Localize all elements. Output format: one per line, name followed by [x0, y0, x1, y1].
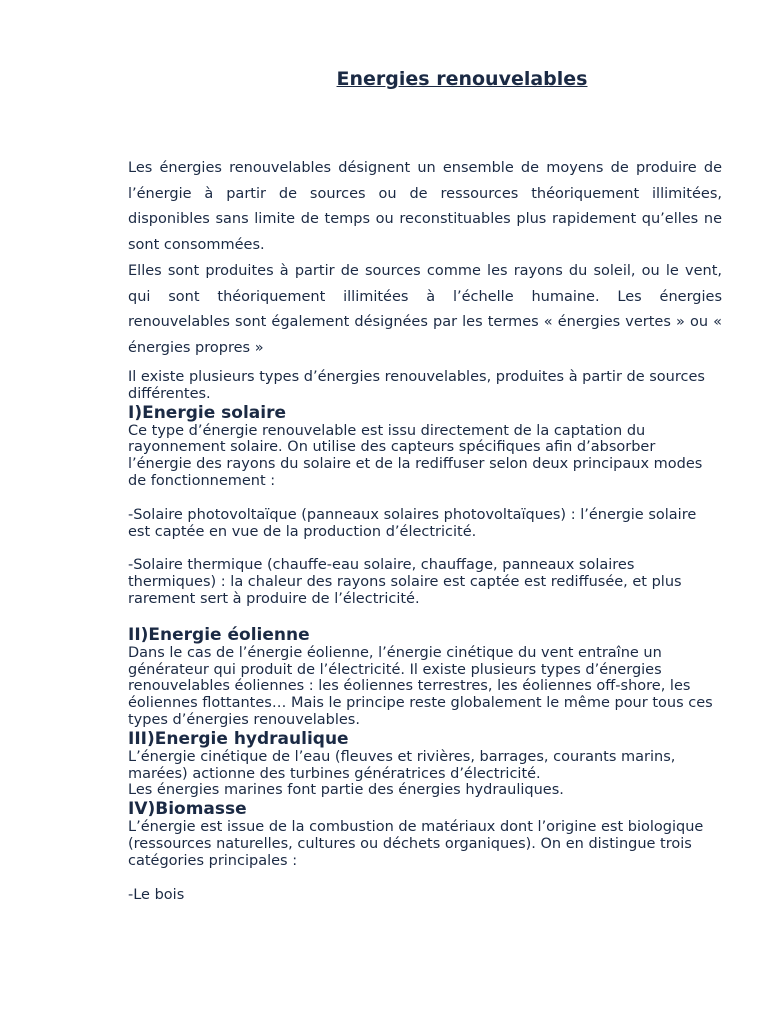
section-heading: III)Energie hydraulique	[128, 728, 349, 749]
section-paragraph: L’énergie est issue de la combustion de matériaux dont l’origine est biologique (ressources naturelles, cultures ou déchets organiques). On en distingue trois catégories principales :	[128, 819, 704, 869]
section-hydraulique	[128, 729, 722, 799]
section-paragraph: -Solaire photovoltaïque (panneaux solaires photovoltaïques) : l’énergie solaire est captée en vue de la production d’électricité.	[128, 506, 697, 540]
intro-paragraph-2: Elles sont produites à partir de sources comme les rayons du soleil, ou le vent, qui sont théoriquement illimitées à l’échelle humaine. Les énergies renouvelables sont également désignées par les termes « énergies vertes » ou « énergies propres »	[128, 262, 722, 356]
section-paragraph: L’énergie cinétique de l’eau (fleuves et rivières, barrages, courants marins, marées) actionne des turbines génératrices d’électricité.	[128, 748, 676, 782]
section-solaire	[128, 403, 722, 625]
section-heading: II)Energie éolienne	[128, 624, 310, 645]
intro-paragraph-3: Il existe plusieurs types d’énergies renouvelables, produites à partir de sources différentes.	[128, 368, 705, 402]
document-body	[128, 156, 722, 903]
section-paragraph: -Le bois	[128, 886, 185, 903]
section-paragraph: Ce type d’énergie renouvelable est issu directement de la captation du rayonnement solaire. On utilise des capteurs spécifiques afin d’absorber l’énergie des rayons du solaire et de la rediffuser selon deux principaux modes de fonctionnement :	[128, 422, 703, 490]
document-title: Energies renouvelables	[336, 68, 588, 90]
intro	[128, 156, 722, 403]
section-paragraph: Les énergies marines font partie des énergies hydrauliques.	[128, 782, 564, 799]
intro-paragraph-1: Les énergies renouvelables désignent un ensemble de moyens de produire de l’énergie à partir de sources ou de ressources théoriquement illimitées, disponibles sans limite de temps ou reconstituables plus rapidement qu’elles ne sont consommées.	[128, 160, 722, 254]
section-paragraph: Dans le cas de l’énergie éolienne, l’énergie cinétique du vent entraîne un générateur qui produit de l’électricité. Il existe plusieurs types d’énergies renouvelables éoliennes : les éoliennes terrestres, les éoliennes off-shore, les éoliennes flottantes… Mais le principe reste globalement le même pour tous ces types d’énergies renouvelables.	[128, 644, 713, 728]
section-biomasse	[128, 799, 722, 903]
section-eolienne	[128, 625, 722, 729]
section-heading: I)Energie solaire	[128, 402, 287, 423]
section-paragraph: -Solaire thermique (chauffe-eau solaire, chauffage, panneaux solaires thermiques) : la chaleur des rayons solaire est captée est rediffusée, et plus rarement sert à produire de l’électricité.	[128, 557, 682, 607]
section-heading: IV)Biomasse	[128, 799, 247, 820]
